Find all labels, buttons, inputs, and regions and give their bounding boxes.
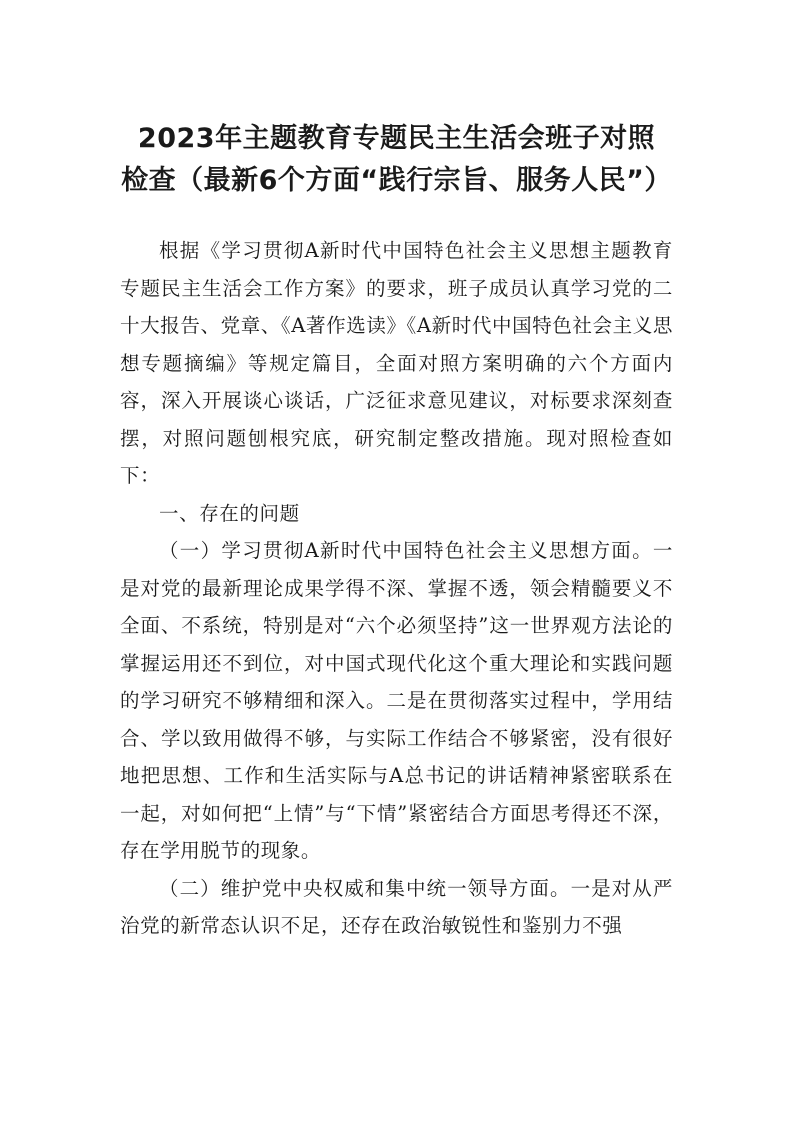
title-line-2: 检查（最新6个方面“践行宗旨、服务人民”） [121,165,672,196]
section-heading-problems: 一、存在的问题 [159,501,300,525]
document-title [120,118,673,202]
problem-item-1: （一）学习贯彻A新时代中国特色社会主义思想方面。一是对党的最新理论成果学得不深、掌握不透，领会精髓要义不全面、不系统，特别是对“六个必须坚持”这一世界观方法论的掌握运用还不到位，对中国式现代化这个重大理论和实践问题的学习研究不够精细和深入。二是在贯彻落实过程中，学用结合、学以致用做得不够，与实际工作结合不够紧密，没有很好地把思想、工作和生活实际与A总书记的讲话精神紧密联系在一起，对如何把“上情”与“下情”紧密结合方面思考得还不深，存在学用脱节的现象。 [120,539,673,862]
title-line-1: 2023年主题教育专题民主生活会班子对照 [137,123,656,154]
intro-paragraph: 根据《学习贯彻A新时代中国特色社会主义思想主题教育专题民主生活会工作方案》的要求，班子成员认真学习党的二十大报告、党章、《A著作选读》《A新时代中国特色社会主义思想专题摘编》等规定篇目，全面对照方案明确的六个方面内容，深入开展谈心谈话，广泛征求意见建议，对标要求深刻查摆，对照问题刨根究底，研究制定整改措施。现对照检查如下： [120,239,673,487]
problem-item-2: （二）维护党中央权威和集中统一领导方面。一是对从严治党的新常态认识不足，还存在政治敏锐性和鉴别力不强 [120,876,673,937]
